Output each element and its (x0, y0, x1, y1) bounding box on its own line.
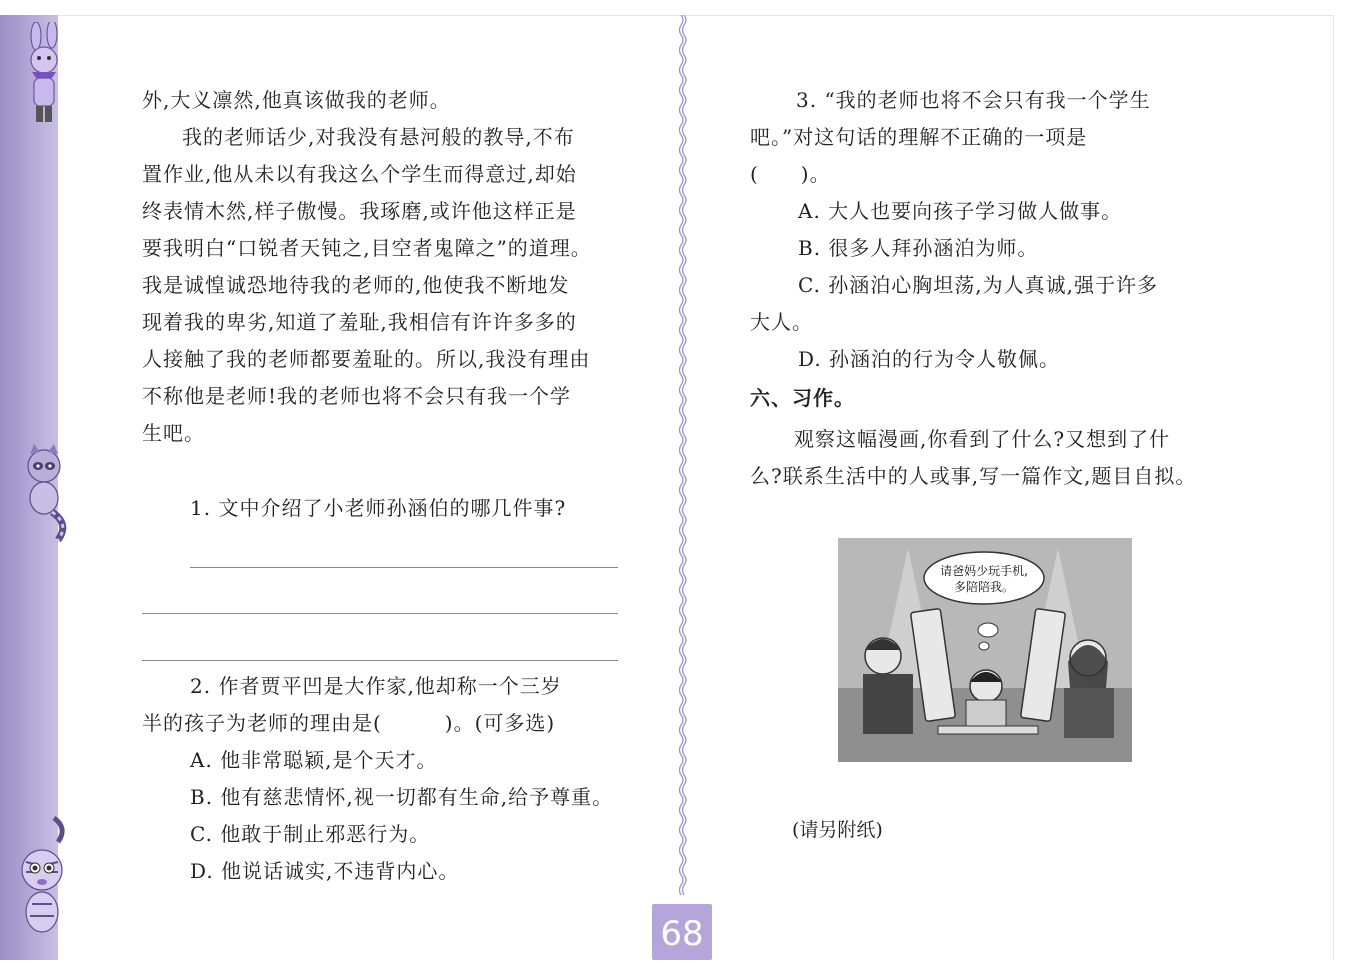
passage-line: 我是诚惶诚恐地待我的老师的,他使我不断地发 (142, 273, 570, 297)
answer-line[interactable] (190, 567, 618, 568)
option-b: B. 很多人拜孙涵泊为师。 (798, 236, 1039, 260)
cartoon-bubble-line-2: 多陪陪我。 (953, 580, 1015, 594)
answer-line[interactable] (142, 660, 618, 661)
section-title: 六、习作。 (750, 386, 855, 410)
question-3-block (750, 82, 1230, 495)
question-2-line: 2. 作者贾平凹是大作家,他却称一个三岁 (190, 674, 562, 698)
option-c-continued: 大人。 (750, 310, 813, 334)
passage-line: 不称他是老师!我的老师也将不会只有我一个学 (142, 384, 572, 408)
cartoon-bubble-line-1: 请爸妈少玩手机, (940, 564, 1028, 578)
passage-line: 外,大义凛然,他真该做我的老师。 (142, 88, 451, 112)
option-d: D. 他说话诚实,不违背内心。 (190, 859, 460, 883)
question-2-line: 半的孩子为老师的理由是( )。(可多选) (142, 711, 556, 735)
passage-line: 我的老师话少,对我没有悬河般的教导,不布 (182, 125, 575, 149)
essay-prompt-line: 观察这幅漫画,你看到了什么?又想到了什 (794, 427, 1171, 451)
page-border-right (1333, 15, 1334, 960)
question-1: 1. 文中介绍了小老师孙涵伯的哪几件事? (190, 496, 567, 520)
attach-paper-note: (请另附纸) (792, 819, 883, 841)
left-page-content (142, 82, 620, 452)
page-border-top (58, 15, 1333, 16)
essay-prompt-line: 么?联系生活中的人或事,写一篇作文,题目自拟。 (750, 464, 1197, 488)
option-a: A. 他非常聪颖,是个天才。 (190, 748, 438, 772)
passage-line: 终表情木然,样子傲慢。我琢磨,或许他这样正是 (142, 199, 577, 223)
cartoon-illustration (838, 538, 1132, 762)
page-spine-divider (678, 15, 690, 895)
passage-line: 要我明白“口锐者天钝之,目空者鬼障之”的道理。 (142, 236, 592, 260)
page-number: 68 (652, 904, 712, 960)
option-d: D. 孙涵泊的行为令人敬佩。 (798, 347, 1061, 371)
option-c: C. 孙涵泊心胸坦荡,为人真诚,强于许多 (798, 273, 1159, 297)
passage-line: 人接触了我的老师都要羞耻的。所以,我没有理由 (142, 347, 591, 371)
passage-line: 生吧。 (142, 421, 205, 445)
tiger-mascot-icon (14, 812, 72, 882)
raccoon-mascot-icon (14, 440, 72, 510)
option-c: C. 他敢于制止邪恶行为。 (190, 822, 431, 846)
option-a: A. 大人也要向孩子学习做人做事。 (798, 199, 1123, 223)
passage-line: 现着我的卑劣,知道了羞耻,我相信有许许多多的 (142, 310, 577, 334)
answer-line[interactable] (142, 613, 618, 614)
question-2-block (142, 668, 620, 890)
option-b: B. 他有慈悲情怀,视一切都有生命,给予尊重。 (190, 785, 614, 809)
question-3-line: 3. “我的老师也将不会只有我一个学生 (796, 88, 1151, 112)
question-3-line: ( )。 (750, 162, 831, 186)
rabbit-mascot-icon (14, 22, 72, 92)
passage-line: 置作业,他从未以有我这么个学生而得意过,却始 (142, 162, 577, 186)
question-3-line: 吧。”对这句话的理解不正确的一项是 (750, 125, 1088, 149)
